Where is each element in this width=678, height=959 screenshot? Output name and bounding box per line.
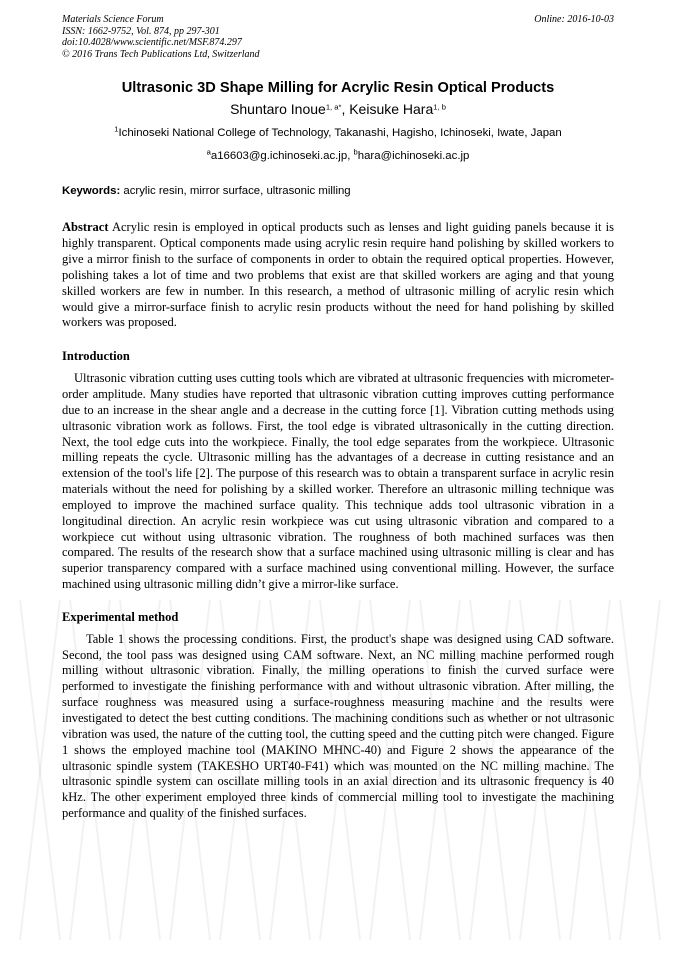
keywords-label: Keywords: <box>62 185 121 198</box>
abstract <box>62 220 614 331</box>
email-address[interactable]: a16603@g.ichinoseki.ac.jp <box>210 150 348 163</box>
abstract-text: Acrylic resin is employed in optical products such as lenses and light guiding panels because it is highly transparent. Optical components made using acrylic resin require hand polishing by skilled workers to give a mirror finish to the surface of components in order to obtain the required optical properties. However, polishing takes a lot of time and two problems that exist are that skilled workers are aging and that young skilled workers are few in number. In this research, a method of ultrasonic milling of acrylic resin which would give a mirror-surface finish to acrylic resin products without the need for hand polishing by skilled workers was proposed. <box>62 220 614 330</box>
email-superscript: b <box>353 147 358 157</box>
doi-line: doi:10.4028/www.scientific.net/MSF.874.297 <box>62 37 242 49</box>
keywords-text: acrylic resin, mirror surface, ultrasonic milling <box>123 185 351 198</box>
introduction-paragraph: Ultrasonic vibration cutting uses cutting tools which are vibrated at ultrasonic frequencies with micrometer-order amplitude. Many studies have reported that ultrasonic vibration cutting improves cutting performance due to an increase in the shear angle and a decrease in the cutting force [1]. Vibration cutting methods using ultrasonic vibration work as follows. First, the tool edge is vibrated ultrasonically in the cutting direction. Next, the tool edge cuts into the workpiece. Finally, the tool edge separates from the workpiece. Ultrasonic milling repeats the cycle. Ultrasonic milling has the advantages of a decrease in cutting resistance and an extension of the tool's life [2]. The purpose of this research was to obtain a transparent surface in acrylic resin materials without the need for polishing by a skilled worker. Therefore an ultrasonic milling technique was employed to improve the machined surface quality. This technique adds tool ultrasonic vibration in a longitudinal direction. An acrylic resin workpiece was cut using ultrasonic vibration and compared to a workpiece cut without using ultrasonic vibration. The roughness of both machined surfaces was then compared. The results of the research show that a surface machined using ultrasonic milling is clear and has superior transparency compared with a surface machined using conventional milling. However, the surface machined using ultrasonic milling didn’t give a mirror-like surface. <box>62 371 614 592</box>
online-date: Online: 2016-10-03 <box>534 14 614 25</box>
issn-line: ISSN: 1662-9752, Vol. 874, pp 297-301 <box>62 25 220 37</box>
affiliation-superscript: 1 <box>114 124 119 134</box>
abstract-label: Abstract <box>62 220 109 235</box>
email-list: $^a$a16603@g.ichinoseki.ac.jp, $^b$hara@ichinoseki.ac.jp <box>206 147 470 163</box>
author-name: Shuntaro Inoue <box>230 101 326 118</box>
author-name: Keisuke Hara <box>349 101 434 118</box>
experimental-method-heading: Experimental method <box>62 609 179 624</box>
copyright-line: © 2016 Trans Tech Publications Ltd, Switzerland <box>62 48 260 60</box>
paper-page <box>62 14 614 822</box>
keywords <box>62 184 614 198</box>
author-superscript: 1, b <box>433 102 446 112</box>
author-superscript: 1, a* <box>325 102 342 112</box>
email-superscript: a <box>206 147 211 157</box>
email-address[interactable]: hara@ichinoseki.ac.jp <box>357 150 470 163</box>
author-list: Shuntaro Inoue$^{1, a*}$, Keisuke Hara$^{1, b}$ <box>230 101 446 118</box>
introduction-heading: Introduction <box>62 349 130 364</box>
affiliation-text: Ichinoseki National College of Technology, Takanashi, Hagisho, Ichinoseki, Iwate, Japan <box>118 127 562 140</box>
experimental-method-paragraph: Table 1 shows the processing conditions. First, the product's shape was designed using CAD software. Second, the tool pass was designed using CAM software. Next, an NC milling machine performed rough milling without ultrasonic vibration. Finally, the milling operations to finish the curved surface were performed to investigate the finishing performance with and without ultrasonic vibration. After milling, the surface roughness was measured using a surface-roughness measuring machine and the results were investigated to detect the best cutting conditions. The machining conditions such as whether or not ultrasonic vibration was used, the nature of the cutting tool, the cutting speed and the cutting pitch were changed. Figure 1 shows the employed machine tool (MAKINO MHNC-40) and Figure 2 shows the appearance of the ultrasonic spindle system (TAKESHO URT40-F41) which was mounted on the NC milling machine. The ultrasonic spindle system can oscillate milling tools in an axial direction and its ultrasonic frequency is 40 kHz. The other experiment employed three kinds of commercial milling tool to investigate the machining performance and quality of the finished surfaces. <box>62 631 614 821</box>
journal-name: Materials Science Forum <box>62 14 164 25</box>
journal-header <box>62 14 614 60</box>
affiliation <box>62 126 614 140</box>
paper-title: Ultrasonic 3D Shape Milling for Acrylic Resin Optical Products <box>121 80 555 97</box>
